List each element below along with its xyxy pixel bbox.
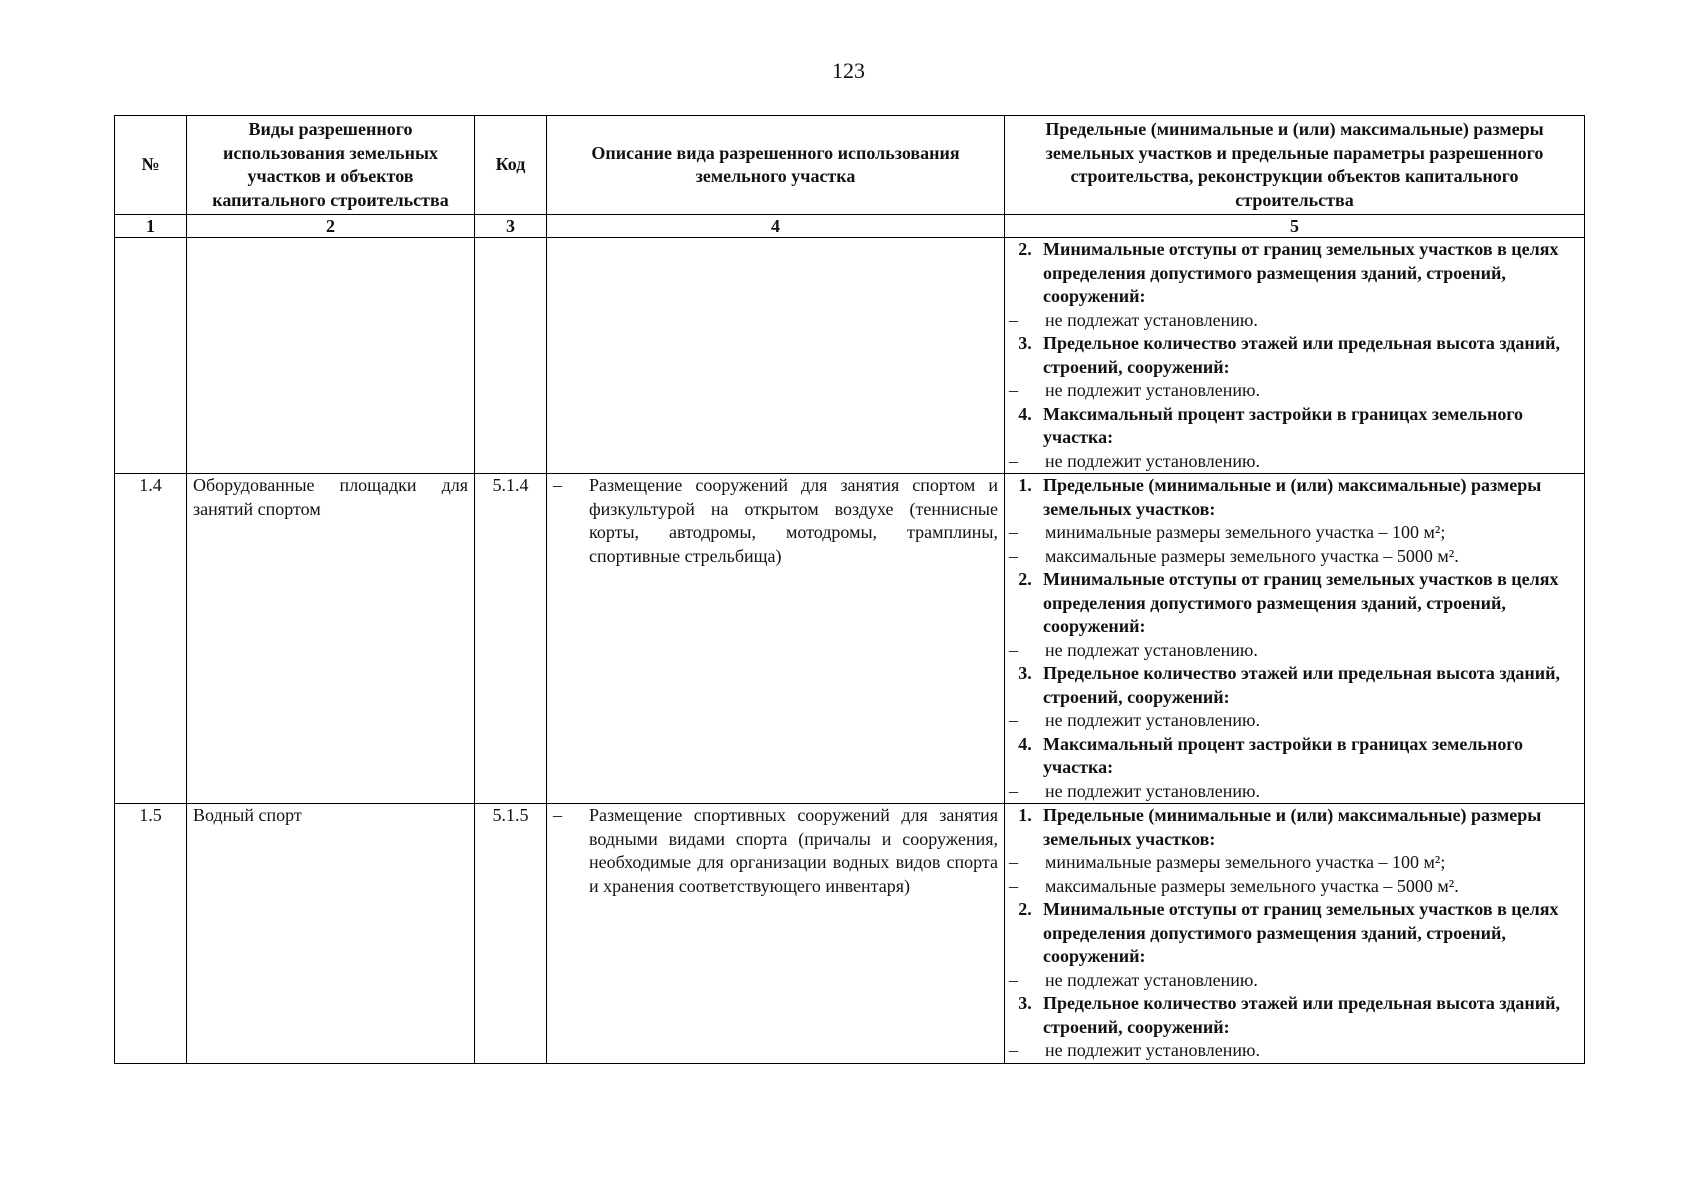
parameters-cell: [1005, 474, 1585, 804]
parameter-value: [1007, 969, 1578, 993]
list-marker: 3.: [1018, 333, 1032, 353]
parameter-value: [1007, 1039, 1578, 1063]
parameter-value: [1007, 450, 1578, 474]
parameter-text: Предельное количество этажей или предельная высота зданий, строений, сооружений:: [1043, 333, 1561, 377]
description-cell: [547, 804, 1005, 1064]
table-row: [115, 474, 1585, 804]
parameter-text: не подлежит установлению.: [1045, 1040, 1260, 1060]
parameter-text: не подлежит установлению.: [1045, 380, 1260, 400]
parameter-value: [1007, 851, 1578, 875]
dash-marker: –: [553, 475, 562, 495]
row-number-cell: 1.5: [115, 804, 187, 1064]
list-marker: –: [1009, 852, 1018, 872]
column-number: 5: [1005, 215, 1585, 238]
parameter-text: Предельные (минимальные и (или) максимальные) размеры земельных участков:: [1043, 805, 1542, 849]
list-marker: –: [1009, 450, 1018, 471]
header-row: [115, 116, 1585, 215]
list-marker: 4.: [1018, 733, 1032, 754]
code-cell: 5.1.5: [475, 804, 547, 1064]
parameter-heading: [1007, 568, 1578, 639]
dash-marker: –: [553, 805, 562, 825]
use-type-cell: Водный спорт: [187, 804, 475, 1064]
parameter-value: [1007, 379, 1578, 403]
parameter-heading: [1007, 992, 1578, 1039]
column-numbers-row: [115, 215, 1585, 238]
list-marker: –: [1009, 545, 1018, 566]
list-marker: –: [1009, 380, 1018, 400]
description-cell: [547, 474, 1005, 804]
use-type-cell: Оборудованные площадки для занятий спортом: [187, 474, 475, 804]
header-cell: Предельные (минимальные и (или) максимальные) размеры земельных участков и предельные параметры разрешенного строительства, реконструкции объектов капитального строительства: [1005, 116, 1585, 215]
list-marker: –: [1009, 875, 1018, 896]
description-text: Размещение сооружений для занятия спортом и физкультурой на открытом воздухе (теннисные корты, автодромы, мотодромы, трамплины, спортивные стрельбища): [589, 475, 998, 566]
header-cell: Код: [475, 116, 547, 215]
table-body: [115, 238, 1585, 1064]
list-marker: 2.: [1018, 239, 1032, 259]
column-number: 1: [115, 215, 187, 238]
parameter-heading: [1007, 238, 1578, 309]
parameter-heading: [1007, 474, 1578, 521]
parameter-value: [1007, 875, 1578, 899]
column-number: 3: [475, 215, 547, 238]
parameter-value: [1007, 780, 1578, 804]
table-row: [115, 238, 1585, 474]
row-number-cell: 1.4: [115, 474, 187, 804]
parameter-text: Минимальные отступы от границ земельных участков в целях определения допустимого размещения зданий, строений, сооружений:: [1043, 239, 1559, 306]
parameter-text: не подлежит установлению.: [1045, 450, 1260, 471]
parameter-text: не подлежат установлению.: [1045, 969, 1258, 990]
description-item: [553, 804, 998, 898]
description-cell: [547, 238, 1005, 474]
parameter-heading: [1007, 804, 1578, 851]
list-marker: 3.: [1018, 663, 1032, 683]
parameters-cell: [1005, 238, 1585, 474]
header-cell: Виды разрешенного использования земельных участков и объектов капитального строительства: [187, 116, 475, 215]
parameter-text: Максимальный процент застройки в границах земельного участка:: [1043, 733, 1524, 777]
header-cell: Описание вида разрешенного использования земельного участка: [547, 116, 1005, 215]
land-use-table: [114, 115, 1585, 1064]
table-row: [115, 804, 1585, 1064]
parameter-heading: [1007, 403, 1578, 450]
parameter-text: Предельные (минимальные и (или) максимальные) размеры земельных участков:: [1043, 475, 1542, 519]
parameter-text: не подлежит установлению.: [1045, 780, 1260, 801]
code-cell: 5.1.4: [475, 474, 547, 804]
parameter-text: максимальные размеры земельного участка – 5000 м².: [1045, 875, 1459, 896]
parameter-text: Предельное количество этажей или предельная высота зданий, строений, сооружений:: [1043, 993, 1561, 1037]
column-number: 4: [547, 215, 1005, 238]
parameter-text: минимальные размеры земельного участка – 100 м²;: [1045, 522, 1446, 542]
header-cell: №: [115, 116, 187, 215]
parameter-heading: [1007, 332, 1578, 379]
list-marker: –: [1009, 780, 1018, 801]
description-item: [553, 474, 998, 568]
parameter-value: [1007, 639, 1578, 663]
list-marker: –: [1009, 1040, 1018, 1060]
list-marker: –: [1009, 639, 1018, 660]
parameter-text: Минимальные отступы от границ земельных участков в целях определения допустимого размещения зданий, строений, сооружений:: [1043, 569, 1559, 636]
parameter-text: не подлежит установлению.: [1045, 710, 1260, 730]
use-type-cell: [187, 238, 475, 474]
parameter-value: [1007, 545, 1578, 569]
column-number: 2: [187, 215, 475, 238]
parameter-text: Предельное количество этажей или предельная высота зданий, строений, сооружений:: [1043, 663, 1561, 707]
parameter-text: Минимальные отступы от границ земельных участков в целях определения допустимого размещения зданий, строений, сооружений:: [1043, 899, 1559, 966]
parameter-value: [1007, 709, 1578, 733]
page-number: 123: [832, 58, 865, 83]
parameter-heading: [1007, 733, 1578, 780]
list-marker: 2.: [1018, 899, 1032, 919]
parameter-text: не подлежат установлению.: [1045, 309, 1258, 330]
list-marker: 2.: [1018, 569, 1032, 589]
list-marker: 1.: [1018, 805, 1032, 825]
parameter-text: Максимальный процент застройки в границах земельного участка:: [1043, 403, 1524, 447]
parameter-text: не подлежат установлению.: [1045, 639, 1258, 660]
parameter-value: [1007, 309, 1578, 333]
parameter-text: минимальные размеры земельного участка – 100 м²;: [1045, 852, 1446, 872]
list-marker: 1.: [1018, 475, 1032, 495]
parameter-heading: [1007, 662, 1578, 709]
parameters-cell: [1005, 804, 1585, 1064]
list-marker: –: [1009, 710, 1018, 730]
description-text: Размещение спортивных сооружений для занятия водными видами спорта (причалы и сооружения, необходимые для организации водных видов спорта и хранения соответствующего инвентаря): [589, 805, 998, 896]
row-number-cell: [115, 238, 187, 474]
parameter-value: [1007, 521, 1578, 545]
list-marker: –: [1009, 969, 1018, 990]
list-marker: 4.: [1018, 403, 1032, 424]
list-marker: –: [1009, 309, 1018, 330]
code-cell: [475, 238, 547, 474]
list-marker: –: [1009, 522, 1018, 542]
parameter-text: максимальные размеры земельного участка – 5000 м².: [1045, 545, 1459, 566]
parameter-heading: [1007, 898, 1578, 969]
list-marker: 3.: [1018, 993, 1032, 1013]
